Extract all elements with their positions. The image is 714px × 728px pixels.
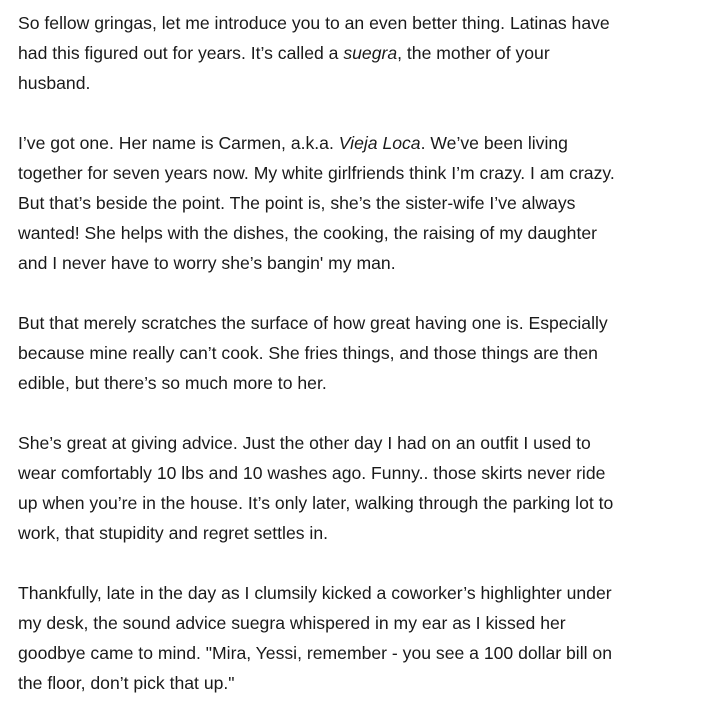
text-line [18, 518, 708, 548]
text-run: husband. [18, 73, 91, 93]
text-line [18, 488, 708, 518]
text-line [18, 578, 708, 608]
text-run: Thankfully, late in the day as I clumsily kicked a coworker’s highlighter under [18, 583, 612, 603]
emphasized-text: suegra [343, 43, 398, 63]
text-line [18, 68, 708, 98]
text-line [18, 668, 708, 698]
text-line [18, 8, 708, 38]
text-run: But that’s beside the point. The point is, she’s the sister-wife I’ve always [18, 193, 576, 213]
text-run: because mine really can’t cook. She fries things, and those things are then [18, 343, 598, 363]
text-line [18, 218, 708, 248]
text-line [18, 428, 708, 458]
text-line [18, 128, 708, 158]
text-line [18, 308, 708, 338]
text-run: work, that stupidity and regret settles in. [18, 523, 328, 543]
emphasized-text: Vieja Loca [338, 133, 421, 153]
text-line [18, 188, 708, 218]
text-run: wear comfortably 10 lbs and 10 washes ago. Funny.. those skirts never ride [18, 463, 606, 483]
text-run: . We’ve been living [420, 133, 568, 153]
text-run: So fellow gringas, let me introduce you to an even better thing. Latinas have [18, 13, 610, 33]
text-line [18, 458, 708, 488]
text-run: But that merely scratches the surface of how great having one is. Especially [18, 313, 608, 333]
paragraph [18, 8, 708, 98]
text-run: up when you’re in the house. It’s only later, walking through the parking lot to [18, 493, 614, 513]
text-run: She’s great at giving advice. Just the other day I had on an outfit I used to [18, 433, 591, 453]
text-run: edible, but there’s so much more to her. [18, 373, 327, 393]
text-line [18, 638, 708, 668]
text-run: wanted! She helps with the dishes, the cooking, the raising of my daughter [18, 223, 597, 243]
text-line [18, 158, 708, 188]
text-line [18, 368, 708, 398]
paragraph [18, 128, 708, 278]
text-run: , the mother of your [397, 43, 550, 63]
text-line [18, 248, 708, 278]
text-run: I’ve got one. Her name is Carmen, a.k.a. [18, 133, 339, 153]
text-run: together for seven years now. My white girlfriends think I’m crazy. I am crazy. [18, 163, 615, 183]
text-run: had this figured out for years. It’s called a [18, 43, 344, 63]
paragraph [18, 308, 708, 398]
text-run: goodbye came to mind. "Mira, Yessi, remember - you see a 100 dollar bill on [18, 643, 612, 663]
article-body [18, 8, 708, 728]
text-line [18, 608, 708, 638]
text-run: the floor, don’t pick that up." [18, 673, 235, 693]
text-line [18, 338, 708, 368]
text-line [18, 38, 708, 68]
paragraph [18, 578, 708, 698]
text-run: my desk, the sound advice suegra whispered in my ear as I kissed her [18, 613, 566, 633]
text-run: and I never have to worry she’s bangin' my man. [18, 253, 396, 273]
paragraph [18, 428, 708, 548]
